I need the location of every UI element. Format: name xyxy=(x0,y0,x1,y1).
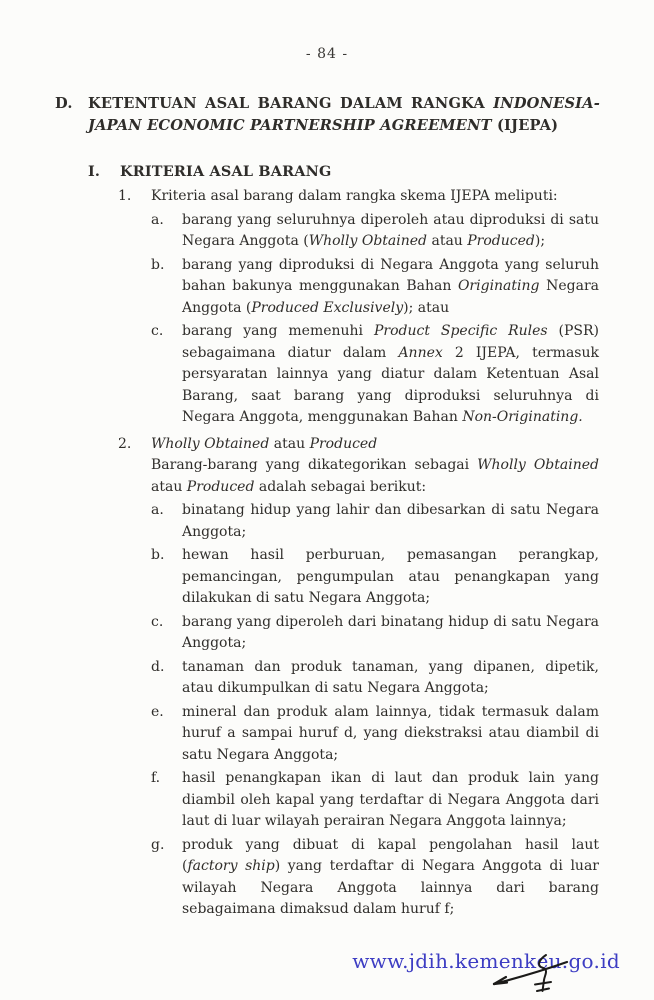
lettered-subitem xyxy=(151,500,599,543)
item-body xyxy=(151,186,599,429)
lettered-subitem xyxy=(151,768,599,833)
numbered-item xyxy=(118,434,599,921)
signature-mark-icon xyxy=(455,940,595,998)
subsection-label: I. xyxy=(88,163,101,180)
subitem-text: hewan hasil perburuan, pemasangan perangkap, pemancingan, pengumpulan atau penangkapan yang dilakukan di satu Negara Anggota; xyxy=(182,547,599,606)
lettered-subitem xyxy=(151,835,599,921)
arrow-stroke xyxy=(494,962,567,984)
subitem-letter: f. xyxy=(151,770,161,786)
lettered-subitem xyxy=(151,702,599,767)
subitem-letter: b. xyxy=(151,547,165,563)
subsection-title: KRITERIA ASAL BARANG xyxy=(120,163,332,180)
subitem-letter: a. xyxy=(151,211,164,228)
subitem-letter: c. xyxy=(151,613,164,630)
item-paragraph: Barang-barang yang dikategorikan sebagai Wholly Obtained atau Produced adalah sebagai berikut: xyxy=(151,457,599,495)
lettered-subitem xyxy=(151,321,599,429)
section-title: KETENTUAN ASAL BARANG DALAM RANGKA INDONESIA-JAPAN ECONOMIC PARTNERSHIP AGREEMENT (IJEPA) xyxy=(88,95,600,134)
subitem-text: hasil penangkapan ikan di laut dan produk lain yang diambil oleh kapal yang terdaftar di Negara Anggota dari laut di luar wilayah perairan Negara Anggota lainnya; xyxy=(182,770,599,829)
footer-url-watermark: www.jdih.kemenkeu.go.id xyxy=(352,949,620,973)
subitem-letter: d. xyxy=(151,658,165,675)
subsection-heading xyxy=(88,161,600,183)
lettered-subitem xyxy=(151,657,599,700)
item-paragraph: Wholly Obtained atau Produced xyxy=(151,435,378,452)
subitem-text: mineral dan produk alam lainnya, tidak termasuk dalam huruf a sampai huruf d, yang diekstraksi atau diambil di satu Negara Anggota; xyxy=(182,703,599,763)
lettered-subitem xyxy=(151,612,599,655)
subitem-text: barang yang seluruhnya diperoleh atau diproduksi di satu Negara Anggota (Wholly Obtained atau Produced); xyxy=(182,211,599,249)
section-heading xyxy=(55,93,600,136)
item-list xyxy=(118,186,599,921)
numbered-item xyxy=(118,186,599,429)
subitem-letter: a. xyxy=(151,502,164,518)
paraph-stroke xyxy=(535,955,551,991)
item-number: 2. xyxy=(118,435,132,452)
subitem-letter: g. xyxy=(151,836,165,853)
subitem-text: produk yang dibuat di kapal pengolahan hasil laut (factory ship) yang terdaftar di Negara Anggota di luar wilayah Negara Anggota lainnya dari barang sebagaimana dimaksud dalam huruf f; xyxy=(182,836,599,917)
page-number: - 84 - xyxy=(305,46,349,62)
subitem-letter: b. xyxy=(151,256,165,273)
section-label: D. xyxy=(55,95,73,112)
subitem-text: barang yang memenuhi Product Specific Rules (PSR) sebagaimana diatur dalam Annex 2 IJEPA, termasuk persyaratan lainnya yang diatur dalam Ketentuan Asal Barang, saat barang yang diproduksi seluruhnya di Negara Anggota, menggunakan Bahan Non-Originating. xyxy=(182,323,599,425)
item-body xyxy=(151,434,599,921)
lettered-subitem xyxy=(151,210,599,253)
subitem-text: barang yang diperoleh dari binatang hidup di satu Negara Anggota; xyxy=(182,613,599,651)
item-number: 1. xyxy=(118,188,132,204)
subitem-text: tanaman dan produk tanaman, yang dipanen, dipetik, atau dikumpulkan di satu Negara Anggota; xyxy=(182,658,599,696)
item-paragraph: Kriteria asal barang dalam rangka skema IJEPA meliputi: xyxy=(151,188,558,204)
lettered-subitem xyxy=(151,255,599,320)
subitem-letter: e. xyxy=(151,703,164,720)
subitem-text: binatang hidup yang lahir dan dibesarkan di satu Negara Anggota; xyxy=(182,502,599,540)
subitem-text: barang yang diproduksi di Negara Anggota yang seluruh bahan bakunya menggunakan Bahan Originating Negara Anggota (Produced Exclusively); atau xyxy=(182,256,599,316)
lettered-subitem xyxy=(151,545,599,610)
subitem-letter: c. xyxy=(151,323,164,339)
